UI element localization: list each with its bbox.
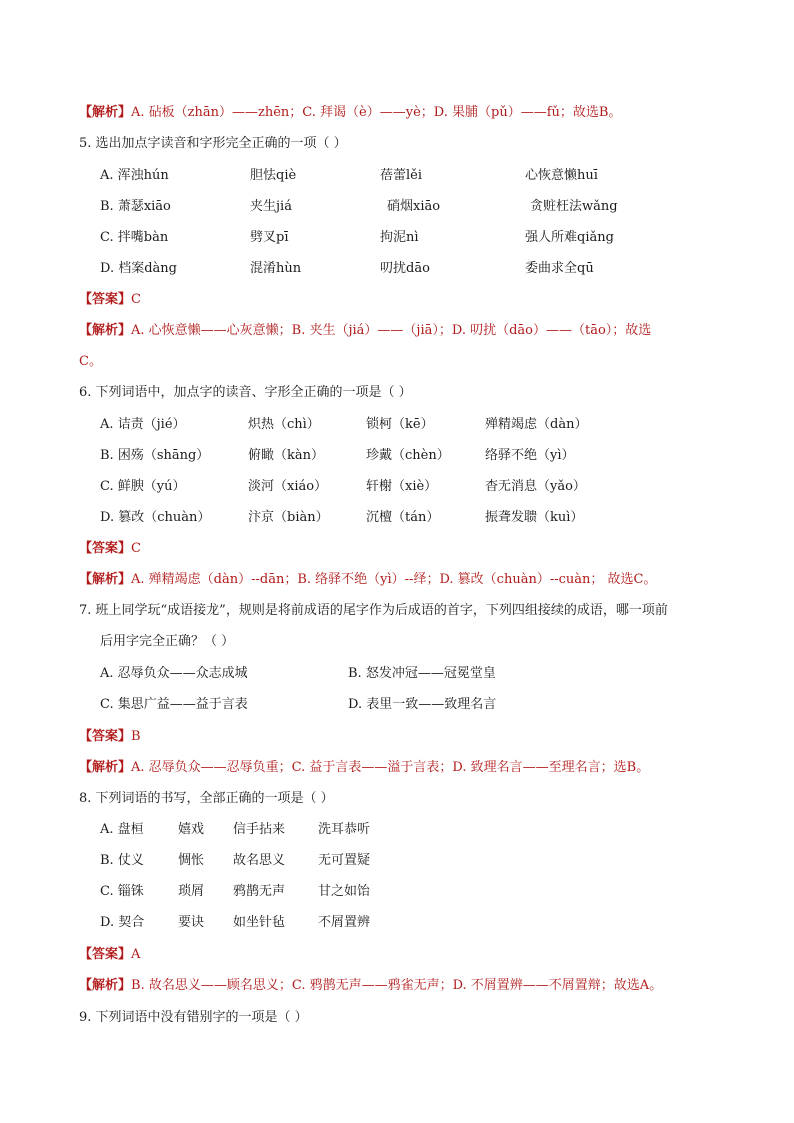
option-cell: 胆怯qiè <box>250 168 297 183</box>
option-cell: B. 怒发冲冠——冠冕堂皇 <box>348 666 496 681</box>
option-cell: 信手拈来 <box>233 822 286 837</box>
option-cell: 洗耳恭听 <box>318 822 371 837</box>
q7-analysis <box>79 759 649 777</box>
option-cell: 蓓蕾lěi <box>380 168 423 183</box>
analysis-text: A. 殚精竭虑（dàn）--dān；B. 络驿不绝（yì）--绎；D. 篡改（chuàn）--cuàn； 故选C。 <box>131 572 657 587</box>
answer-tag: 【答案】 <box>79 541 132 556</box>
option-cell: 杳无消息（yǎo） <box>485 479 586 494</box>
q6-analysis <box>79 571 656 589</box>
option-cell: 俯瞰（kàn） <box>248 448 325 463</box>
option-cell: 珍戴（chèn） <box>366 448 450 463</box>
option-cell: 锁柯（kē） <box>366 417 434 432</box>
q6-answer <box>79 540 141 558</box>
option-cell: 络驿不绝（yì） <box>485 448 575 463</box>
option-cell: 混淆hùn <box>250 261 302 276</box>
option-cell: 惆怅 <box>178 853 205 868</box>
answer-value: B <box>131 729 141 744</box>
option-cell: 强人所难qiǎng <box>525 230 614 245</box>
question-7: 7. 班上同学玩“成语接龙”，规则是将前成语的尾字作为后成语的首字，下列四组接续的成语，哪一项前 <box>79 603 668 618</box>
question-7-cont: 后用字完全正确？（ ） <box>100 634 235 649</box>
analysis-tag: 【解析】 <box>79 323 132 338</box>
option-cell: 淡河（xiáo） <box>248 479 328 494</box>
option-cell: C. 鲜腴（yú） <box>100 479 186 494</box>
option-cell: D. 篡改（chuàn） <box>100 510 211 525</box>
option-cell: 劈叉pī <box>250 230 289 245</box>
option-cell: 不屑置辨 <box>318 915 371 930</box>
analysis-tag: 【解析】 <box>79 760 132 775</box>
option-cell: A. 盘桓 <box>100 822 144 837</box>
question-5: 5. 选出加点字读音和字形完全正确的一项（ ） <box>79 136 347 151</box>
question-8: 8. 下列词语的书写，全部正确的一项是（ ） <box>79 791 334 806</box>
option-cell: D. 契合 <box>100 915 145 930</box>
q7-answer <box>79 728 141 746</box>
option-cell: 硝烟xiāo <box>387 199 441 214</box>
option-cell: 炽热（chì） <box>248 417 320 432</box>
answer-value: C <box>131 541 141 556</box>
option-cell: B. 仗义 <box>100 853 144 868</box>
question-9: 9. 下列词语中没有错别字的一项是（ ） <box>79 1010 308 1025</box>
option-cell: A. 忍辱负众——众志成城 <box>100 666 248 681</box>
answer-value: A <box>131 947 141 962</box>
option-cell: A. 浑浊hún <box>100 168 169 183</box>
option-cell: 夹生jiá <box>250 199 292 214</box>
answer-tag: 【答案】 <box>79 729 132 744</box>
analysis-text: A. 忍辱负众——忍辱负重；C. 益于言表——溢于言表；D. 致理名言——至理名言；选B。 <box>131 760 650 775</box>
option-cell: 殚精竭虑（dàn） <box>485 417 588 432</box>
analysis-text: A. 心恢意懒——心灰意懒；B. 夹生（jiá）——（jiā）；D. 叨扰（dāo）——（tāo）；故选 <box>131 323 652 338</box>
option-cell: D. 档案dàng <box>100 261 177 276</box>
option-cell: B. 困殇（shāng） <box>100 448 210 463</box>
option-cell: 轩榭（xiè） <box>366 479 438 494</box>
option-cell: 琐屑 <box>178 884 205 899</box>
option-cell: A. 诘责（jié） <box>100 417 186 432</box>
option-cell: 心恢意懒huī <box>525 168 598 183</box>
analysis-text: B. 故名思义——顾名思义；C. 鸦鹊无声——鸦雀无声；D. 不屑置辨——不屑置辩；故选A。 <box>131 978 663 993</box>
option-cell: 故名思义 <box>233 853 286 868</box>
q8-answer <box>79 946 140 964</box>
option-cell: 振聋发聩（kuì） <box>485 510 584 525</box>
answer-tag: 【答案】 <box>79 292 132 307</box>
option-cell: 沉檀（tán） <box>366 510 440 525</box>
option-cell: 如坐针毡 <box>233 915 286 930</box>
option-cell: C. 锱铢 <box>100 884 144 899</box>
option-cell: 嬉戏 <box>178 822 205 837</box>
analysis-tag: 【解析】 <box>79 572 132 587</box>
option-cell: 鸦鹊无声 <box>233 884 286 899</box>
option-cell: 无可置疑 <box>318 853 371 868</box>
answer-value: C <box>131 292 141 307</box>
option-cell: B. 萧瑟xiāo <box>100 199 171 214</box>
answer-tag: 【答案】 <box>79 947 132 962</box>
option-cell: C. 集思广益——益于言表 <box>100 697 248 712</box>
option-cell: C. 拌嘴bàn <box>100 230 169 245</box>
analysis-text: A. 砧板（zhān）——zhēn；C. 拜谒（è）——yè；D. 果脯（pǔ）——fǔ；故选B。 <box>131 105 622 120</box>
option-cell: 要诀 <box>178 915 205 930</box>
option-cell: D. 表里一致——致理名言 <box>348 697 497 712</box>
option-cell: 委曲求全qū <box>525 261 594 276</box>
q5-answer <box>79 291 141 309</box>
q5-analysis-cont: C。 <box>79 354 102 369</box>
analysis-tag: 【解析】 <box>79 978 132 993</box>
option-cell: 贪赃枉法wǎng <box>530 199 618 214</box>
option-cell: 汴京（biàn） <box>248 510 329 525</box>
q8-analysis <box>79 977 662 995</box>
question-6: 6. 下列词语中，加点字的读音、字形全正确的一项是（ ） <box>79 385 412 400</box>
option-cell: 拘泥nì <box>380 230 419 245</box>
analysis-line-q4 <box>79 104 621 122</box>
analysis-tag: 【解析】 <box>79 105 132 120</box>
option-cell: 叨扰dāo <box>380 261 430 276</box>
q5-analysis <box>79 322 651 340</box>
option-cell: 甘之如饴 <box>318 884 371 899</box>
